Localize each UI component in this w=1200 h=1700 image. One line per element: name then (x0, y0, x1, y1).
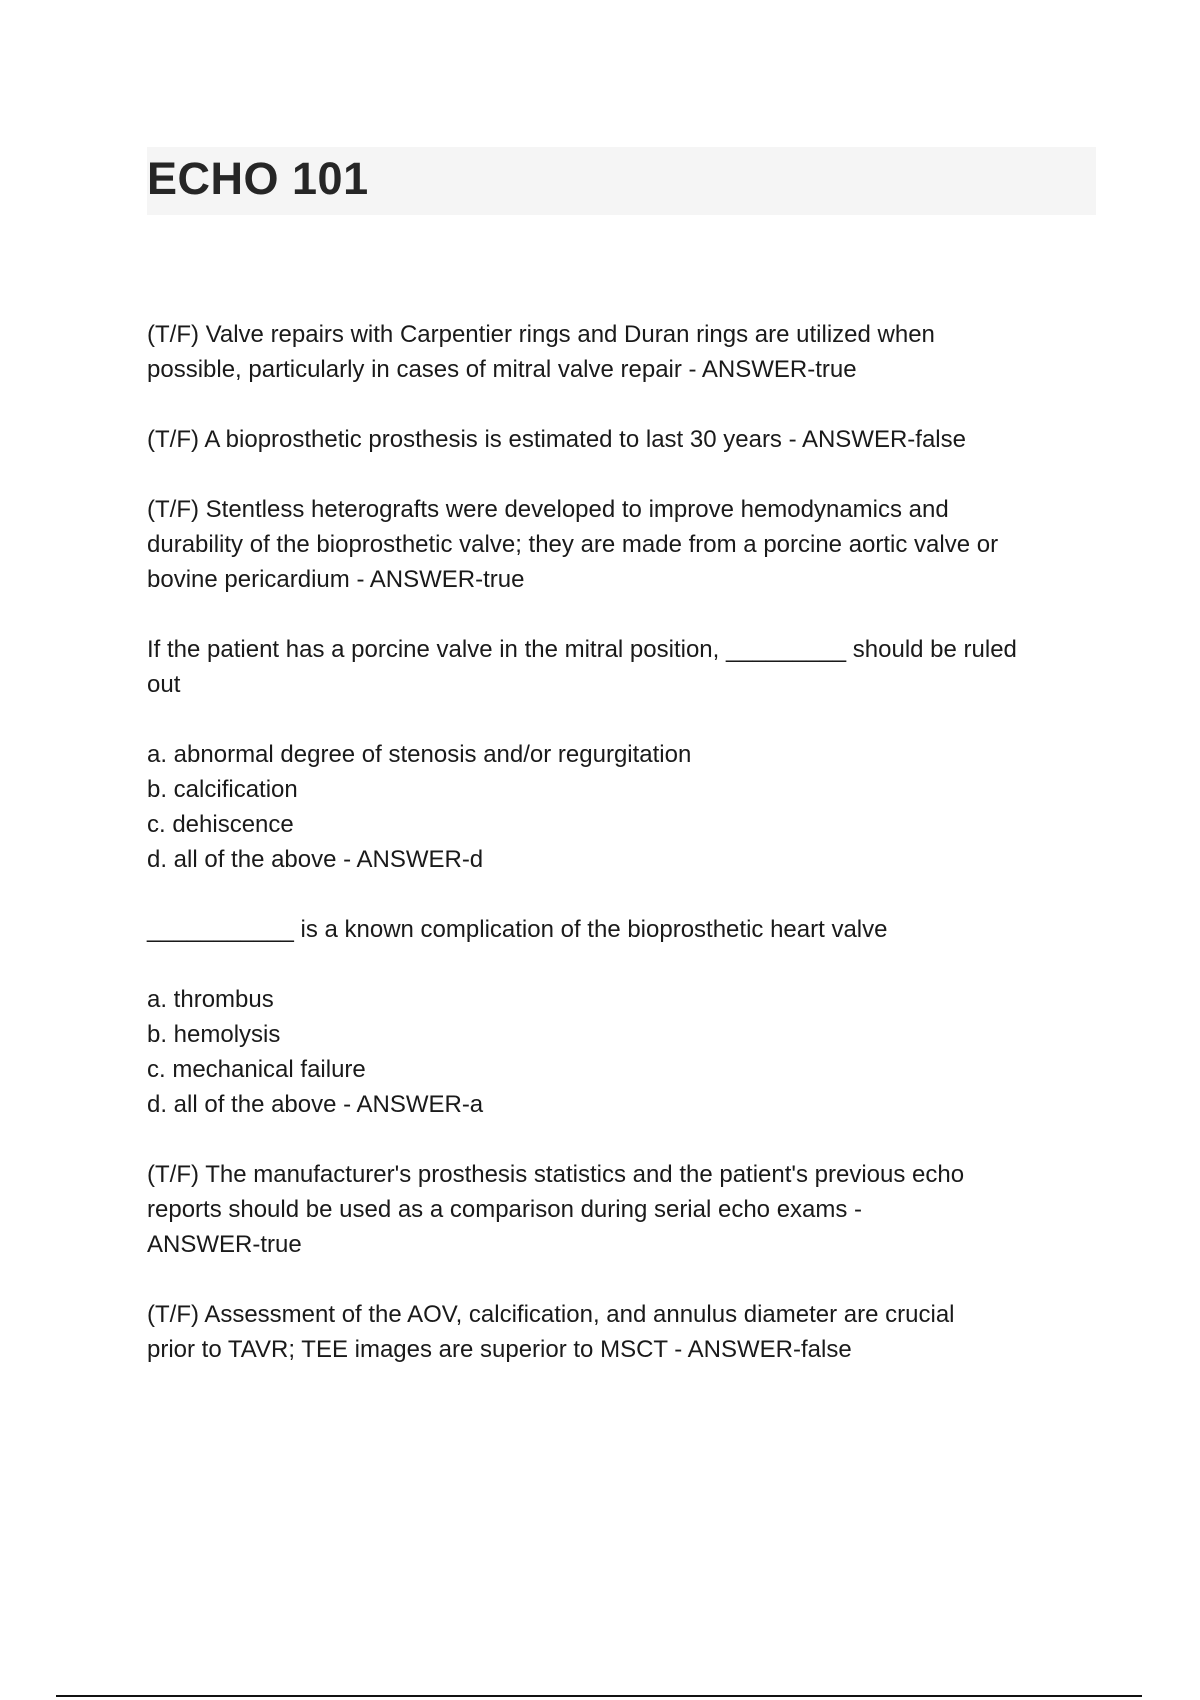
text-line: a. thrombus (147, 986, 274, 1013)
text-line: (T/F) Assessment of the AOV, calcification, and annulus diameter are crucial (147, 1301, 955, 1328)
text-line: ___________ is a known complication of the bioprosthetic heart valve (147, 916, 888, 943)
text-line: prior to TAVR; TEE images are superior to MSCT - ANSWER-false (147, 1336, 852, 1363)
footer-divider (56, 1695, 1142, 1697)
text-line: (T/F) A bioprosthetic prosthesis is estimated to last 30 years - ANSWER-false (147, 426, 966, 453)
text-line: b. hemolysis (147, 1021, 281, 1048)
text-line: c. dehiscence (147, 811, 294, 838)
text-line: out (147, 671, 181, 698)
document-title: ECHO 101 (147, 153, 369, 204)
question-block (147, 1297, 1097, 1367)
text-line: b. calcification (147, 776, 298, 803)
text-line: If the patient has a porcine valve in the mitral position, _________ should be ruled (147, 636, 1017, 663)
text-line: durability of the bioprosthetic valve; they are made from a porcine aortic valve or (147, 531, 999, 558)
text-line: (T/F) Valve repairs with Carpentier rings and Duran rings are utilized when (147, 321, 935, 348)
question-block (147, 737, 1097, 877)
text-line: d. all of the above - ANSWER-d (147, 846, 484, 873)
question-block (147, 422, 1097, 457)
text-line: c. mechanical failure (147, 1056, 366, 1083)
text-line: d. all of the above - ANSWER-a (147, 1091, 484, 1118)
question-block (147, 632, 1097, 702)
question-block (147, 1157, 1097, 1262)
question-block (147, 492, 1097, 597)
title-banner (147, 147, 1096, 215)
text-line: (T/F) Stentless heterografts were developed to improve hemodynamics and (147, 496, 949, 523)
text-line: ANSWER-true (147, 1231, 302, 1258)
question-block (147, 982, 1097, 1122)
text-line: possible, particularly in cases of mitral valve repair - ANSWER-true (147, 356, 857, 383)
question-block (147, 317, 1097, 387)
text-line: reports should be used as a comparison during serial echo exams - (147, 1196, 863, 1223)
text-line: bovine pericardium - ANSWER-true (147, 566, 525, 593)
document-body (147, 317, 1097, 1402)
question-block (147, 912, 1097, 947)
text-line: (T/F) The manufacturer's prosthesis statistics and the patient's previous echo (147, 1161, 965, 1188)
text-line: a. abnormal degree of stenosis and/or regurgitation (147, 741, 692, 768)
